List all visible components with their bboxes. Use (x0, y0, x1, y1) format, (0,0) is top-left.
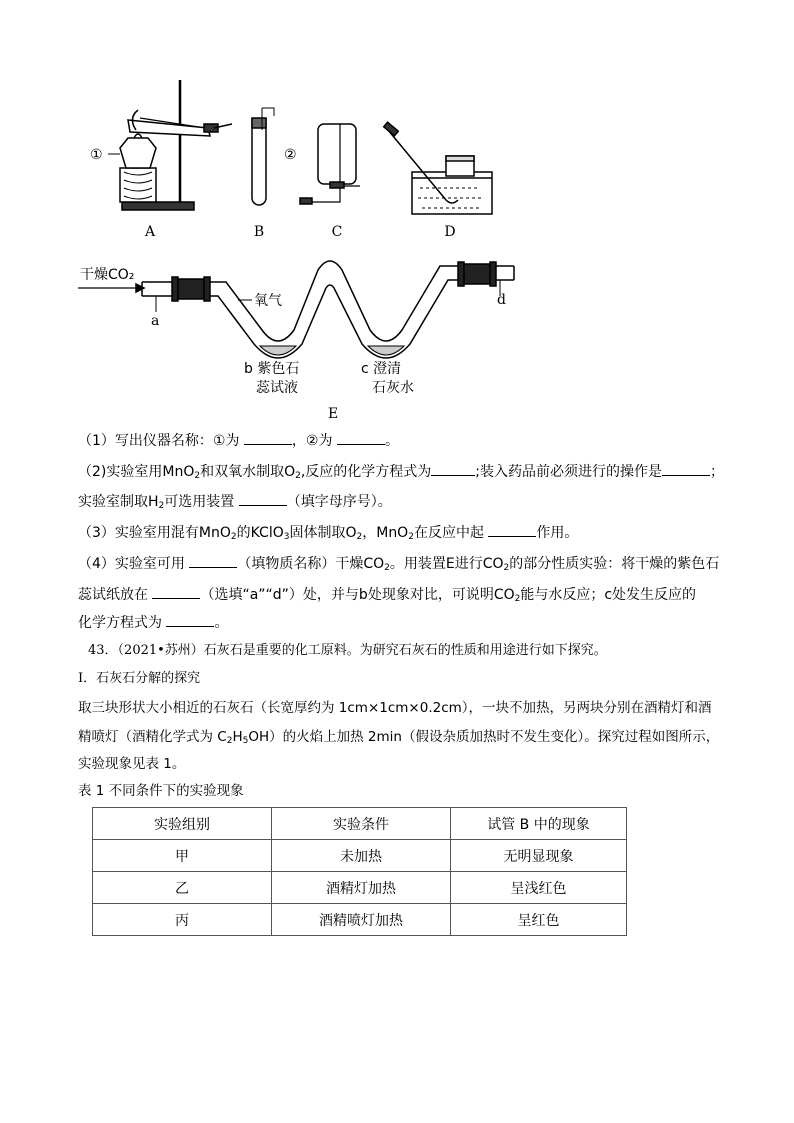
table-cell: 无明显现象 (451, 840, 627, 872)
table-header-cell: 实验条件 (272, 808, 451, 840)
table-cell: 未加热 (272, 840, 451, 872)
para2-text-a: 精喷灯（酒精化学式为 C (78, 729, 227, 745)
sub-2: 2 (384, 563, 390, 573)
q1-text-b: ，②为 (291, 433, 337, 449)
q3-text-f: 作用。 (536, 525, 579, 541)
q2-text-a: （2)实验室用MnO (78, 464, 195, 480)
answer-blank[interactable] (244, 432, 292, 445)
answer-blank[interactable] (337, 432, 385, 445)
table-cell: 乙 (93, 872, 272, 904)
e-oxygen-label: 氧气 (254, 293, 282, 309)
table-cell: 呈红色 (451, 904, 627, 936)
e-c-label-line1: c 澄清 (361, 361, 402, 377)
e-c-label-line2: 石灰水 (372, 380, 414, 396)
sub-5: 5 (242, 736, 249, 746)
q3-text-a: （3）实验室用混有MnO (78, 525, 231, 541)
q4-text-d: 的部分性质实验：将干燥的紫色石 (509, 556, 720, 572)
label-a: A (144, 224, 156, 240)
sub-2: 2 (226, 736, 233, 746)
answer-blank[interactable] (488, 524, 536, 537)
q2-line2-a: 实验室制取H (78, 494, 159, 510)
q4-text-c: 。用装置E进行CO (389, 556, 504, 572)
question-43-title: 43．（2021•苏州）石灰石是重要的化工原料。为研究石灰石的性质和用途进行如下探究。 (88, 643, 607, 658)
answer-blank[interactable] (189, 555, 237, 568)
label-d: D (444, 224, 456, 240)
q1-text-c: 。 (384, 433, 399, 449)
para2-text-b: H (232, 729, 243, 745)
sub-2: 2 (158, 501, 165, 511)
results-table (92, 807, 627, 936)
e-gas-in-label: 干燥CO₂ (80, 267, 135, 283)
question-4-line1 (78, 555, 719, 577)
table-row (93, 872, 627, 904)
q4-line3-a: 化学方程式为 (78, 615, 167, 631)
table-cell: 丙 (93, 904, 272, 936)
table-cell: 酒精喷灯加热 (272, 904, 451, 936)
table-cell: 呈浅红色 (451, 872, 627, 904)
q3-text-c: 固体制取O (289, 525, 357, 541)
e-figure-label: E (328, 406, 339, 422)
answer-blank[interactable] (152, 586, 200, 599)
sub-3: 3 (283, 532, 290, 542)
answer-blank[interactable] (166, 614, 214, 627)
w-tube-drawing (78, 261, 514, 358)
paragraph-line3: 实验现象见表 1。 (78, 756, 186, 772)
q3-text-b: 的KClO (236, 525, 284, 541)
e-point-d-label: d (497, 292, 506, 308)
q1-text-a: （1）写出仪器名称：①为 (78, 433, 244, 449)
q4-line2-a: 蕊试纸放在 (78, 587, 153, 603)
sub-2: 2 (230, 532, 237, 542)
q4-text-b: （填物质名称）干燥CO (237, 556, 385, 572)
sub-2: 2 (503, 563, 510, 573)
table-row (93, 840, 627, 872)
q2-text-e: ； (710, 464, 725, 480)
e-b-label-line1: b 紫色石 (244, 361, 300, 377)
q4-line3-b: 。 (214, 615, 229, 631)
section-heading: Ⅰ．石灰石分解的探究 (78, 671, 201, 686)
label-c: C (331, 224, 343, 240)
para2-text-c: OH）的火焰上加热 2min（假设杂质加热时不发生变化）。探究过程如图所示， (248, 729, 720, 745)
table-cell: 甲 (93, 840, 272, 872)
e-b-label-line2: 蕊试液 (256, 380, 298, 396)
sub-2: 2 (295, 471, 301, 481)
q2-line2-c: （填字母序号）。 (286, 494, 392, 510)
q4-line2-b: （选填“a”“d”）处，并与b处现象对比，可说明CO (200, 587, 515, 603)
sub-2: 2 (194, 471, 201, 481)
q2-text-c: ,反应的化学方程式为 (300, 464, 432, 480)
question-4-line2 (78, 586, 696, 608)
answer-blank[interactable] (239, 493, 287, 506)
table-cell: 酒精灯加热 (272, 872, 451, 904)
q2-text-d: ;装入药品前必须进行的操作是 (475, 464, 663, 480)
marker-one: ① (90, 147, 103, 163)
e-point-a-label: a (151, 313, 160, 329)
sub-2: 2 (408, 532, 414, 542)
question-1 (78, 432, 399, 450)
sub-2: 2 (514, 594, 521, 604)
sub-2: 2 (356, 532, 363, 542)
table-header-cell: 实验组别 (93, 808, 272, 840)
table-header-row (93, 808, 627, 840)
paragraph-line2 (78, 728, 719, 750)
table-header-cell: 试管 B 中的现象 (451, 808, 627, 840)
question-3 (78, 524, 578, 546)
table-row (93, 904, 627, 936)
table-caption: 表 1 不同条件下的实验现象 (78, 783, 244, 799)
q2-text-b: 和双氧水制取O (200, 464, 296, 480)
answer-blank[interactable] (662, 463, 710, 476)
q4-text-a: （4）实验室可用 (78, 556, 190, 572)
marker-two: ② (284, 147, 297, 163)
paragraph-line1: 取三块形状大小相近的石灰石（长宽厚约为 1cm×1cm×0.2cm），一块不加热，另两块分别在酒精灯和酒 (78, 700, 712, 716)
q2-line2-b: 可选用装置 (164, 494, 239, 510)
q3-text-e: 在反应中起 (413, 525, 489, 541)
q4-line2-c: 能与水反应；c处发生反应的 (520, 587, 697, 603)
question-4-line3 (78, 614, 228, 632)
label-b: B (253, 224, 265, 240)
question-2-line2 (78, 493, 392, 515)
q3-text-d: ，MnO (362, 525, 409, 541)
answer-blank[interactable] (431, 463, 475, 476)
question-2-line1 (78, 463, 724, 485)
